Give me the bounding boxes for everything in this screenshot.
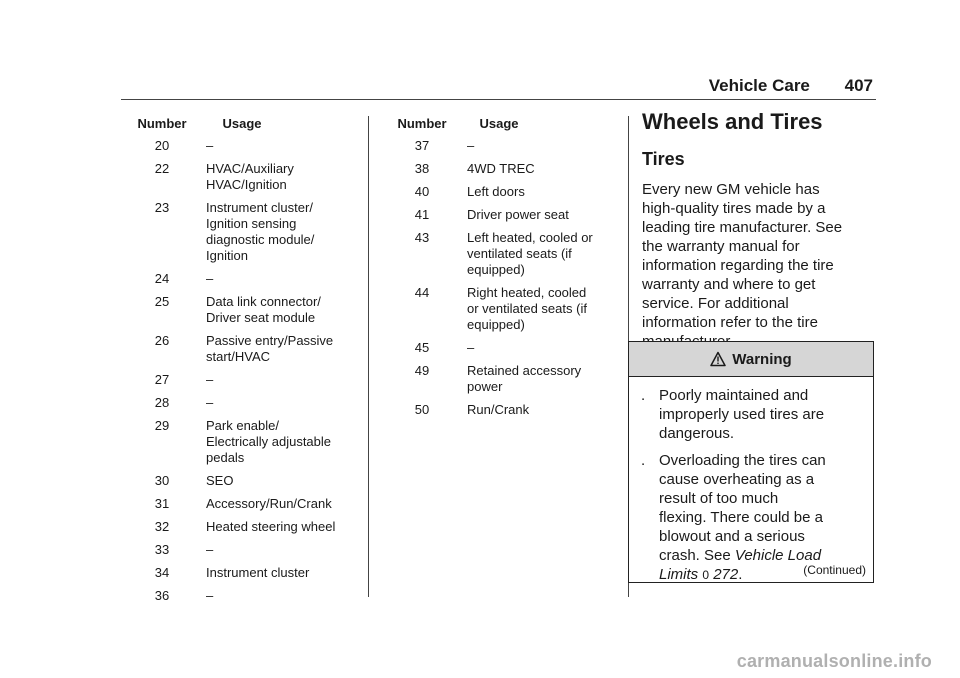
fuse-usage-line: – [206,138,214,153]
text-line: high-quality tires made by a [642,200,826,217]
fuse-usage [194,372,360,388]
fuse-table-header [130,116,360,132]
fuse-usage-line: Left heated, cooled or [467,230,593,245]
text-line: cause overheating as a [659,471,815,488]
fuse-usage [451,138,623,154]
fuse-usage-line: diagnostic module/ [206,232,315,247]
fuse-number: 24 [154,271,170,286]
fuse-row [393,138,623,154]
fuse-usage-line: Park enable/ [206,418,279,433]
cross-reference-page[interactable]: 272 [713,566,739,583]
fuse-number: 44 [414,285,430,300]
page-section-title: Vehicle Care [708,76,810,95]
warning-item-line: crash. See [659,547,735,564]
warning-box [628,341,874,583]
fuse-number: 23 [154,200,170,215]
col-header-usage: Usage [479,116,519,131]
col-header-usage: Usage [222,116,262,131]
fuse-number: 33 [154,542,170,557]
fuse-usage-line: Accessory/Run/Crank [206,496,332,511]
fuse-row [393,207,623,223]
sentence-end: . [738,566,743,583]
fuse-usage-line: HVAC/Ignition [206,177,287,192]
fuse-number: 25 [154,294,170,309]
fuse-usage [451,340,623,356]
fuse-usage [194,542,360,558]
fuse-number: 43 [414,230,430,245]
fuse-row [393,340,623,356]
fuse-row [130,473,360,489]
fuse-row [130,565,360,581]
fuse-usage-line: – [467,340,475,355]
fuse-table-header [393,116,623,132]
fuse-usage [451,184,623,200]
text-line: service. For additional [642,295,789,312]
fuse-usage-line: Passive entry/Passive [206,333,334,348]
fuse-usage-line: power [467,379,503,394]
fuse-number: 20 [154,138,170,153]
text-line: the warranty manual for [642,238,800,255]
text-line: Overloading the tires can [659,452,826,469]
fuse-usage [194,161,360,193]
fuse-usage-line: Data link connector/ [206,294,321,309]
fuse-row [393,230,623,278]
fuse-usage [194,200,360,264]
bullet: . [641,387,646,404]
col-header-number: Number [137,116,187,131]
fuse-usage [451,161,623,177]
fuse-usage [194,294,360,326]
fuse-usage-line: – [206,271,214,286]
fuse-row [130,161,360,193]
text-line: dangerous. [659,425,735,442]
warning-list [629,377,873,585]
fuse-usage-line: start/HVAC [206,349,271,364]
fuse-number: 34 [154,565,170,580]
fuse-usage [194,271,360,287]
text-line: information regarding the tire [642,257,834,274]
text-line: improperly used tires are [659,406,825,423]
text-line: information refer to the tire [642,314,818,331]
fuse-row [130,496,360,512]
fuse-usage-line: Retained accessory [467,363,582,378]
fuse-usage-line: ventilated seats (if [467,246,572,261]
text-line: leading tire manufacturer. See [642,219,843,236]
cross-reference-link[interactable]: Vehicle Load [734,547,822,564]
text-line: result of too much [659,490,779,507]
fuse-row [130,418,360,466]
fuse-usage [194,418,360,466]
section-heading: Wheels and Tires [642,109,823,134]
fuse-number: 29 [154,418,170,433]
fuse-row [393,184,623,200]
warning-item [641,386,865,443]
page-number: 407 [844,76,873,95]
fuse-usage-line: equipped) [467,262,525,277]
cross-reference-link[interactable]: Limits [659,566,699,583]
fuse-number: 32 [154,519,170,534]
fuse-usage-line: Driver seat module [206,310,316,325]
fuse-usage-line: Electrically adjustable [206,434,332,449]
fuse-usage-line: Heated steering wheel [206,519,336,534]
fuse-number: 31 [154,496,170,511]
fuse-row [130,542,360,558]
fuse-table-left [130,116,360,611]
fuse-row [130,200,360,264]
fuse-usage-line: Instrument cluster [206,565,310,580]
fuse-usage-line: – [206,372,214,387]
fuse-usage [194,395,360,411]
fuse-usage [194,333,360,365]
fuse-usage-line: Ignition sensing [206,216,297,231]
fuse-usage [194,565,360,581]
fuse-usage [451,363,623,395]
fuse-usage [194,588,360,604]
fuse-number: 22 [154,161,170,176]
continued-label: (Continued) [803,563,866,577]
fuse-usage-line: SEO [206,473,234,488]
page-header [709,76,873,96]
page-reference-icon: 0 [702,568,710,582]
fuse-usage-line: – [206,588,214,603]
fuse-usage-line: Driver power seat [467,207,569,222]
fuse-row [130,333,360,365]
fuse-row [130,395,360,411]
fuse-usage-line: equipped) [467,317,525,332]
warning-item-text [659,386,824,443]
wheels-tires-section [642,109,876,351]
fuse-number: 49 [414,363,430,378]
fuse-usage-line: – [206,395,214,410]
column-divider-1 [368,116,369,597]
warning-item-text [659,451,826,585]
fuse-usage-line: Instrument cluster/ [206,200,313,215]
fuse-number: 30 [154,473,170,488]
fuse-usage-line: Left doors [467,184,525,199]
text-line: Every new GM vehicle has [642,181,820,198]
fuse-number: 36 [154,588,170,603]
fuse-usage [194,473,360,489]
fuse-usage [451,230,623,278]
fuse-row [130,294,360,326]
section-subheading: Tires [642,149,685,169]
warning-title-bar [629,342,873,377]
fuse-row [130,588,360,604]
fuse-usage-line: 4WD TREC [467,161,535,176]
fuse-usage-line: – [467,138,475,153]
fuse-row [130,271,360,287]
fuse-row [393,285,623,333]
fuse-usage-line: Right heated, cooled [467,285,587,300]
text-line: flexing. There could be a [659,509,823,526]
fuse-number: 27 [154,372,170,387]
fuse-row [393,363,623,395]
fuse-usage-line: Ignition [206,248,248,263]
fuse-usage-line: – [206,542,214,557]
bullet: . [641,452,646,469]
fuse-row [130,372,360,388]
fuse-row [130,138,360,154]
text-line: blowout and a serious [659,528,805,545]
fuse-usage-line: or ventilated seats (if [467,301,587,316]
col-header-number: Number [397,116,447,131]
fuse-number: 41 [414,207,430,222]
fuse-usage [451,402,623,418]
fuse-usage [194,519,360,535]
fuse-usage [451,285,623,333]
fuse-table-right [393,116,623,425]
section-body [642,180,876,351]
fuse-usage [194,496,360,512]
header-rule [121,99,876,100]
fuse-usage-line: HVAC/Auxiliary [206,161,294,176]
fuse-row [130,519,360,535]
fuse-row [393,402,623,418]
watermark: carmanualsonline.info [736,651,932,671]
fuse-usage-line: pedals [206,450,245,465]
text-line: Poorly maintained and [659,387,809,404]
fuse-usage [194,138,360,154]
fuse-number: 26 [154,333,170,348]
fuse-number: 38 [414,161,430,176]
fuse-number: 37 [414,138,430,153]
fuse-row [393,161,623,177]
fuse-number: 45 [414,340,430,355]
fuse-number: 28 [154,395,170,410]
fuse-number: 50 [414,402,430,417]
warning-title: Warning [732,350,792,368]
fuse-number: 40 [414,184,430,199]
text-line: warranty and where to get [642,276,816,293]
fuse-usage-line: Run/Crank [467,402,530,417]
warning-triangle-icon [710,351,726,367]
fuse-usage [451,207,623,223]
